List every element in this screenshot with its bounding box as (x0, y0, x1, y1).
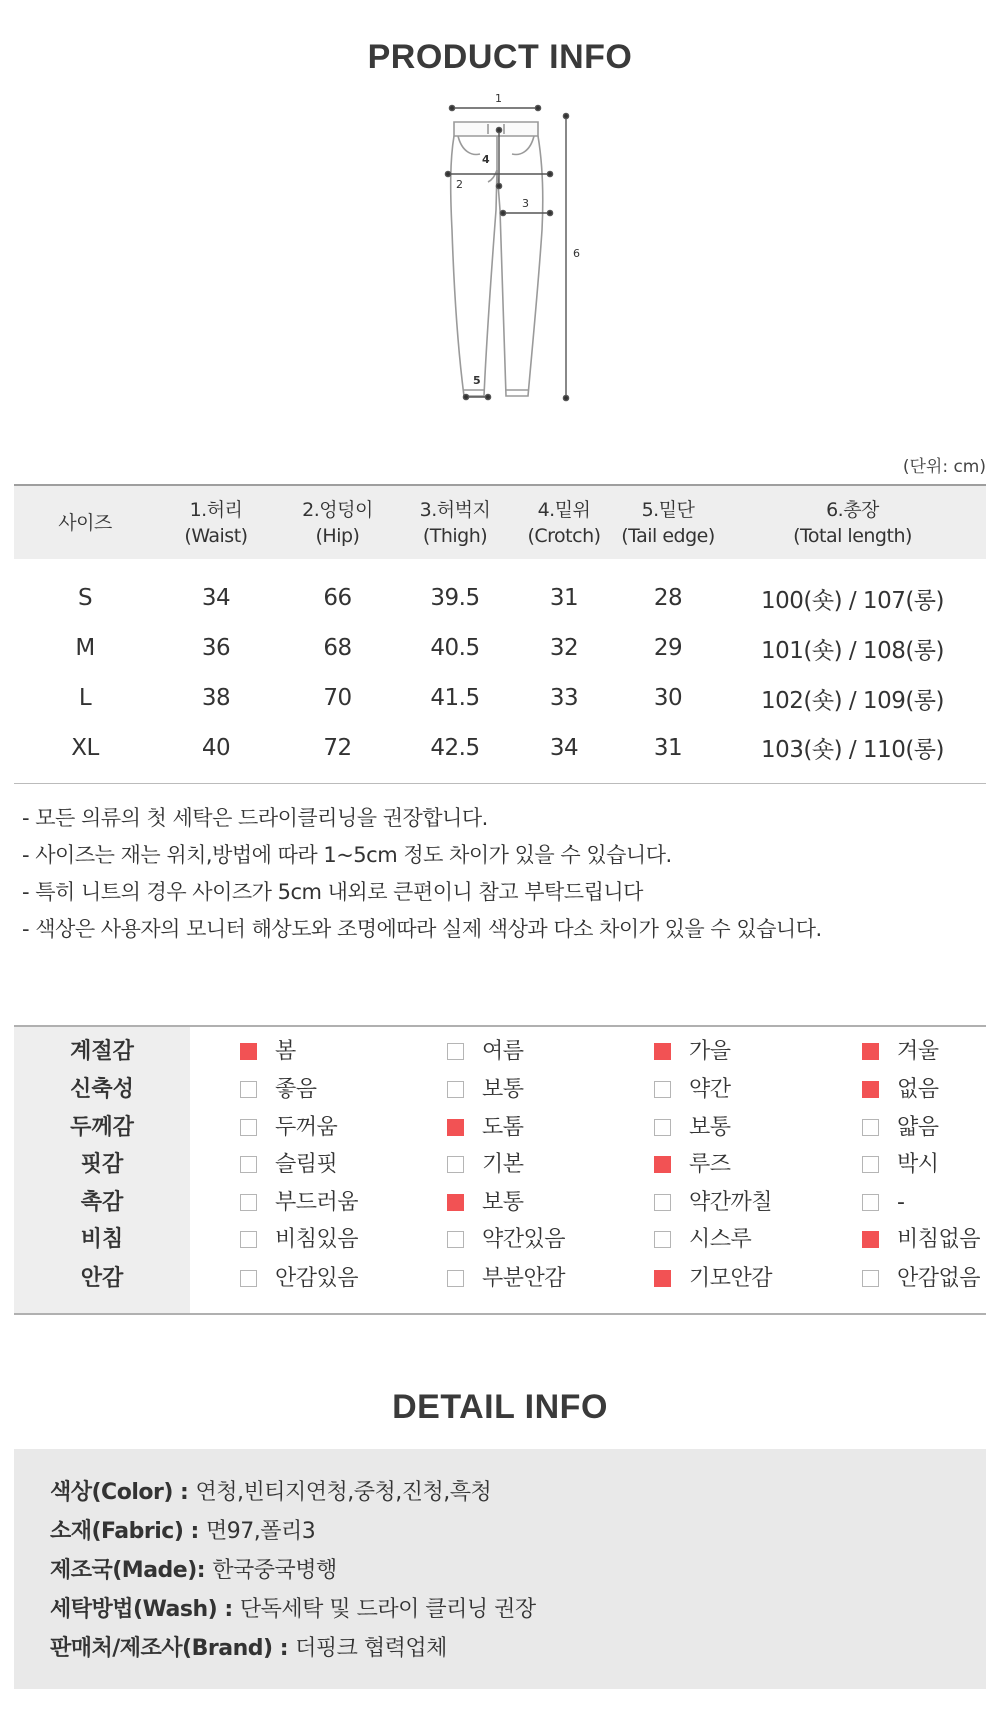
feel-row-thickness (14, 1109, 986, 1147)
feel-option-label: 슬림핏 (275, 1152, 338, 1177)
product-info-title: PRODUCT INFO (367, 38, 633, 76)
diagram-label-4: 4 (482, 153, 490, 166)
feel-option (447, 1184, 524, 1222)
detail-wash-row (50, 1592, 536, 1623)
feel-option (447, 1109, 524, 1147)
feel-option-label: 없음 (897, 1077, 939, 1102)
feel-option (654, 1109, 731, 1147)
feel-option-label: 봄 (275, 1039, 296, 1064)
feel-option (654, 1146, 731, 1184)
feel-row-fit (14, 1146, 986, 1184)
feel-option (447, 1260, 565, 1298)
detail-fabric-row (50, 1514, 315, 1545)
unchecked-box-icon (447, 1231, 464, 1248)
feel-option (240, 1146, 337, 1184)
cell-hip: 72 (276, 723, 399, 783)
cell-thigh: 42.5 (399, 723, 511, 783)
unchecked-box-icon (862, 1270, 879, 1287)
care-notes (22, 800, 822, 948)
feel-option (240, 1184, 358, 1222)
feel-option (862, 1071, 939, 1109)
diagram-label-1: 1 (495, 92, 502, 105)
feel-option-label: 여름 (482, 1039, 524, 1064)
cell-hip: 70 (323, 685, 352, 711)
feel-option (447, 1146, 524, 1184)
feel-option-label: 보통 (689, 1115, 731, 1140)
cell-waist: 38 (201, 685, 231, 711)
unchecked-box-icon (862, 1194, 879, 1211)
feel-option (447, 1221, 565, 1259)
detail-color-row (50, 1475, 491, 1506)
feel-option (862, 1184, 904, 1222)
table-row (14, 559, 986, 623)
cell-total-length: 103(숏) / 110(롱) (719, 723, 986, 783)
cell-size: XL (14, 723, 156, 783)
feel-option (240, 1260, 358, 1298)
feel-option (654, 1033, 731, 1071)
detail-key: 제조국(Made): (50, 1558, 213, 1583)
cell-thigh: 39.5 (430, 585, 480, 611)
cell-total-length: 102(숏) / 109(롱) (761, 687, 944, 714)
pants-measurement-diagram (440, 92, 600, 445)
unchecked-box-icon (654, 1119, 671, 1136)
feel-row-label: 안감 (80, 1266, 124, 1291)
checked-box-icon (447, 1119, 464, 1136)
feel-row-label: 두께감 (70, 1115, 134, 1140)
unchecked-box-icon (240, 1194, 257, 1211)
cell-waist: 36 (201, 635, 231, 661)
detail-key: 색상(Color) : (50, 1480, 196, 1505)
checked-box-icon (862, 1231, 879, 1248)
feel-row-label: 촉감 (80, 1190, 124, 1215)
feel-option (240, 1109, 337, 1147)
checked-box-icon (862, 1043, 879, 1060)
diagram-label-6: 6 (573, 247, 580, 260)
feel-row-stretch (14, 1071, 986, 1109)
unchecked-box-icon (862, 1119, 879, 1136)
feel-row-label: 계절감 (70, 1039, 134, 1064)
cell-total-length: 100(숏) / 107(롱) (761, 587, 944, 614)
feel-row-label: 신축성 (70, 1077, 134, 1102)
detail-value: 연청,빈티지연청,중청,진청,흑청 (195, 1480, 492, 1505)
cell-crotch: 31 (549, 585, 579, 611)
feel-option-label: 가을 (689, 1039, 731, 1064)
feel-option-label: 시스루 (689, 1227, 752, 1252)
feel-option-label: 약간까칠 (689, 1190, 773, 1215)
detail-value: 면97,폴리3 (206, 1519, 316, 1544)
feel-option (862, 1146, 939, 1184)
diagram-label-2: 2 (456, 178, 463, 191)
cell-crotch: 33 (549, 685, 579, 711)
unchecked-box-icon (240, 1231, 257, 1248)
feel-option (240, 1221, 358, 1259)
unchecked-box-icon (240, 1156, 257, 1173)
cell-crotch: 34 (511, 723, 617, 783)
feel-option (654, 1260, 772, 1298)
checked-box-icon (654, 1156, 671, 1173)
care-note: - 모든 의류의 첫 세탁은 드라이클리닝을 권장합니다. (22, 806, 488, 830)
header-size: 사이즈 (14, 485, 156, 559)
diagram-label-3: 3 (522, 197, 529, 210)
feel-option-label: 비침있음 (275, 1227, 359, 1252)
header-thigh: 3.허벅지 (Thigh) (399, 485, 511, 559)
feel-option-label: 박시 (897, 1152, 939, 1177)
checked-box-icon (862, 1081, 879, 1098)
size-table (14, 484, 986, 784)
feel-option (862, 1221, 980, 1259)
feel-option (654, 1221, 751, 1259)
header-tail-edge: 5.밑단 (Tail edge) (617, 485, 719, 559)
feel-option-label: 얇음 (897, 1115, 939, 1140)
unchecked-box-icon (654, 1231, 671, 1248)
unchecked-box-icon (240, 1081, 257, 1098)
feel-option-label: 겨울 (897, 1039, 939, 1064)
feel-option (654, 1071, 731, 1109)
feel-option (447, 1071, 524, 1109)
cell-hip: 68 (323, 635, 352, 661)
feel-option (862, 1109, 939, 1147)
detail-key: 판매처/제조사(Brand) : (50, 1636, 296, 1661)
header-waist: 1.허리 (Waist) (156, 485, 276, 559)
feel-option-label: 보통 (482, 1077, 524, 1102)
feel-option-label: 보통 (482, 1190, 524, 1215)
fabric-feel-table (14, 1025, 986, 1315)
cell-crotch: 32 (549, 635, 579, 661)
header-crotch: 4.밑위 (Crotch) (511, 485, 617, 559)
unchecked-box-icon (240, 1270, 257, 1287)
care-note: - 사이즈는 재는 위치,방법에 따라 1~5cm 정도 차이가 있을 수 있습니다. (22, 843, 672, 867)
unchecked-box-icon (447, 1081, 464, 1098)
feel-option (240, 1071, 317, 1109)
feel-option-label: 기본 (482, 1152, 524, 1177)
unchecked-box-icon (447, 1156, 464, 1173)
cell-thigh: 40.5 (430, 635, 480, 661)
cell-waist: 34 (201, 585, 231, 611)
feel-option-label: 비침없음 (897, 1227, 981, 1252)
care-note: - 색상은 사용자의 모니터 해상도와 조명에따라 실제 색상과 다소 차이가 있을 수 있습니다. (22, 917, 822, 941)
cell-size: S (77, 585, 93, 611)
table-row (14, 673, 986, 723)
detail-info-title: DETAIL INFO (392, 1388, 608, 1426)
feel-row-label: 비침 (80, 1227, 124, 1252)
unit-note: (단위: cm) (902, 457, 986, 477)
detail-value: 한국중국병행 (212, 1558, 337, 1583)
feel-option-label: 약간있음 (482, 1227, 566, 1252)
detail-key: 세탁방법(Wash) : (50, 1597, 240, 1622)
checked-box-icon (654, 1270, 671, 1287)
table-row (14, 723, 986, 783)
feel-row-season (14, 1033, 986, 1071)
feel-option-label: 좋음 (275, 1077, 317, 1102)
detail-brand-row (50, 1631, 447, 1662)
feel-row-sheerness (14, 1221, 986, 1259)
feel-option (240, 1033, 296, 1071)
feel-option-label: 루즈 (689, 1152, 731, 1177)
size-table-header (14, 485, 986, 559)
table-row (14, 623, 986, 673)
feel-option-label: 안감없음 (897, 1266, 981, 1291)
cell-hip: 66 (323, 585, 352, 611)
unchecked-box-icon (447, 1043, 464, 1060)
unchecked-box-icon (447, 1270, 464, 1287)
cell-tail-edge: 31 (617, 723, 719, 783)
feel-option (862, 1033, 939, 1071)
header-total-length: 6.총장 (Total length) (719, 485, 986, 559)
detail-made-row (50, 1553, 337, 1584)
feel-option-label: 안감있음 (275, 1266, 359, 1291)
detail-value: 더핑크 협력업체 (295, 1636, 447, 1661)
feel-row-label: 핏감 (80, 1152, 124, 1177)
feel-option-label: 기모안감 (689, 1266, 773, 1291)
feel-row-texture (14, 1184, 986, 1222)
cell-thigh: 41.5 (430, 685, 480, 711)
feel-option-label: 두꺼움 (275, 1115, 338, 1140)
feel-option-label: - (897, 1190, 905, 1215)
feel-option-label: 부드러움 (275, 1190, 359, 1215)
feel-option (654, 1184, 772, 1222)
cell-total-length: 101(숏) / 108(롱) (761, 637, 944, 664)
feel-option-label: 도톰 (482, 1115, 524, 1140)
feel-option (447, 1033, 524, 1071)
checked-box-icon (654, 1043, 671, 1060)
care-note: - 특히 니트의 경우 사이즈가 5cm 내외로 큰편이니 참고 부탁드립니다 (22, 880, 643, 904)
checked-box-icon (240, 1043, 257, 1060)
feel-option-label: 약간 (689, 1077, 731, 1102)
cell-size: L (78, 685, 92, 711)
header-hip: 2.엉덩이 (Hip) (276, 485, 399, 559)
detail-key: 소재(Fabric) : (50, 1519, 206, 1544)
unchecked-box-icon (654, 1194, 671, 1211)
feel-option (862, 1260, 980, 1298)
detail-info-box (14, 1449, 986, 1689)
cell-waist: 40 (156, 723, 276, 783)
cell-tail-edge: 30 (653, 685, 683, 711)
checked-box-icon (447, 1194, 464, 1211)
unchecked-box-icon (240, 1119, 257, 1136)
detail-value: 단독세탁 및 드라이 클리닝 권장 (239, 1597, 536, 1622)
cell-size: M (75, 635, 95, 661)
cell-tail-edge: 29 (653, 635, 683, 661)
unchecked-box-icon (654, 1081, 671, 1098)
unchecked-box-icon (862, 1156, 879, 1173)
feel-option-label: 부분안감 (482, 1266, 566, 1291)
cell-tail-edge: 28 (653, 585, 683, 611)
diagram-label-5: 5 (473, 374, 481, 387)
feel-row-lining (14, 1260, 986, 1298)
